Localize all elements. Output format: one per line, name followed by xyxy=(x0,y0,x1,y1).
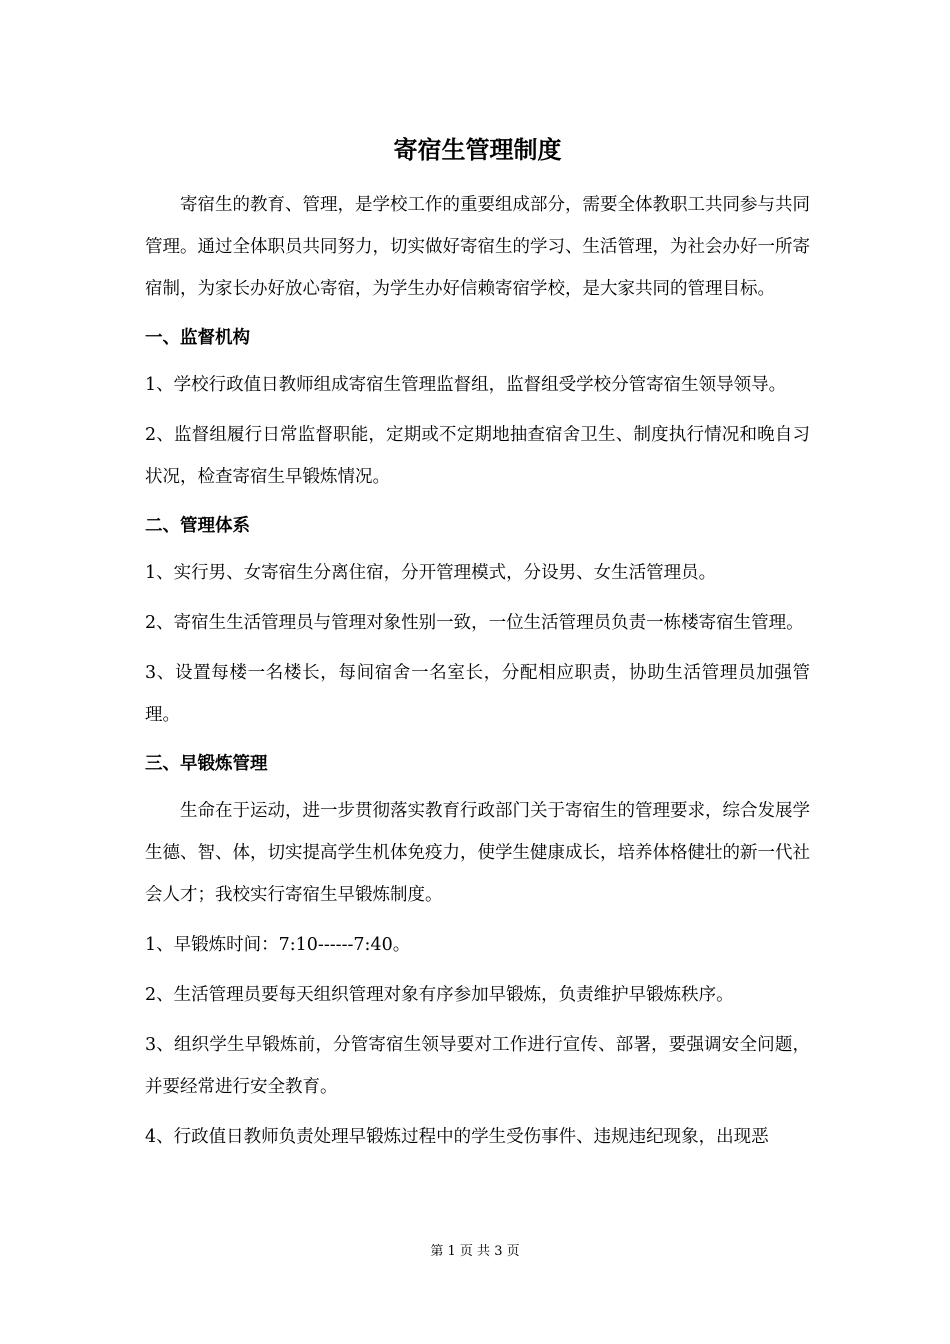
list-item: 1、早锻炼时间：7:10------7:40。 xyxy=(145,935,411,955)
document-body xyxy=(145,128,810,1166)
section-heading-supervision: 一、监督机构 xyxy=(145,328,250,348)
list-item: 2、监督组履行日常监督职能，定期或不定期地抽查宿舍卫生、制度执行情况和晚自习状况，检查寄宿生早锻炼情况。 xyxy=(145,425,810,487)
list-item: 3、设置每楼一名楼长，每间宿舍一名室长，分配相应职责，协助生活管理员加强管理。 xyxy=(145,663,810,725)
list-item: 2、生活管理员要每天组织管理对象有序参加早锻炼，负责维护早锻炼秩序。 xyxy=(145,985,734,1005)
document-title: 寄宿生管理制度 xyxy=(393,136,562,164)
list-item: 2、寄宿生生活管理员与管理对象性别一致，一位生活管理员负责一栋楼寄宿生管理。 xyxy=(145,613,804,633)
page-footer: 第 1 页 共 3 页 xyxy=(430,1244,520,1259)
list-item: 4、行政值日教师负责处理早锻炼过程中的学生受伤事件、违规违纪现象，出现恶 xyxy=(145,1127,769,1147)
list-item: 1、实行男、女寄宿生分离住宿，分开管理模式，分设男、女生活管理员。 xyxy=(145,563,717,583)
section-heading-management-system: 二、管理体系 xyxy=(145,516,250,536)
list-item: 1、学校行政值日教师组成寄宿生管理监督组，监督组受学校分管寄宿生领导领导。 xyxy=(145,375,787,395)
list-item: 3、组织学生早锻炼前，分管寄宿生领导要对工作进行宣传、部署，要强调安全问题，并要经常进行安全教育。 xyxy=(145,1035,810,1097)
section-heading-morning-exercise: 三、早锻炼管理 xyxy=(145,754,268,774)
section-intro-paragraph: 生命在于运动，进一步贯彻落实教育行政部门关于寄宿生的管理要求，综合发展学生德、智、体，切实提高学生机体免疫力，使学生健康成长，培养体格健壮的新一代社会人才；我校实行寄宿生早锻炼制度。 xyxy=(145,801,810,905)
intro-paragraph: 寄宿生的教育、管理，是学校工作的重要组成部分，需要全体教职工共同参与共同管理。通过全体职员共同努力，切实做好寄宿生的学习、生活管理，为社会办好一所寄宿制，为家长办好放心寄宿，为学生办好信赖寄宿学校，是大家共同的管理目标。 xyxy=(145,195,810,299)
